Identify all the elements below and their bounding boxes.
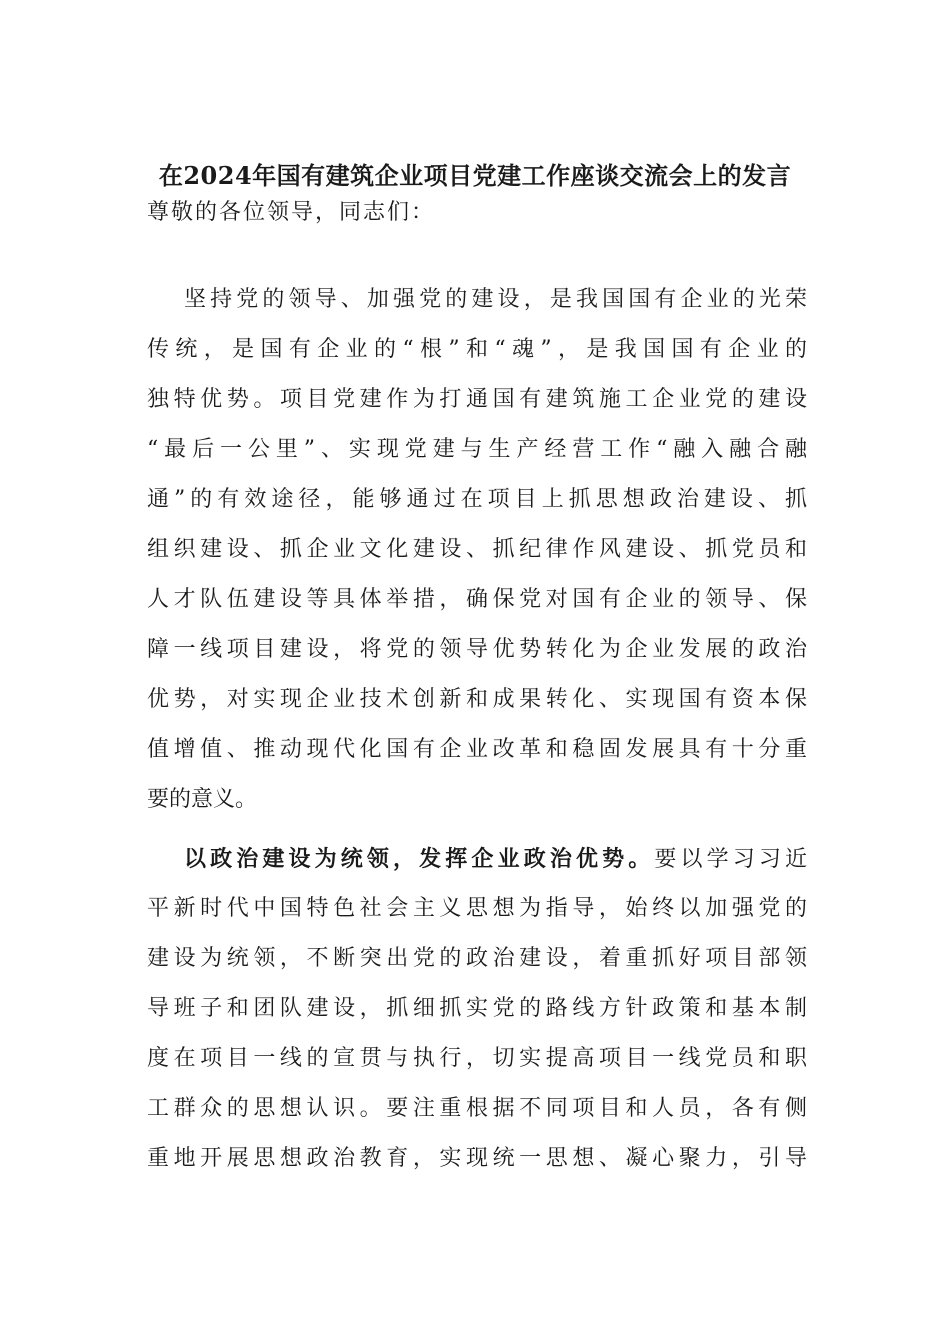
paragraph-line: 通”的有效途径，能够通过在项目上抓思想政治建设、抓 (147, 487, 807, 512)
paragraph-text: 要以学习习近 (654, 847, 807, 872)
paragraph-line: 坚持党的领导、加强党的建设，是我国国有企业的光荣 (184, 287, 807, 312)
paragraph-line: 独特优势。项目党建作为打通国有建筑施工企业党的建设 (147, 387, 807, 412)
paragraph-line: 工群众的思想认识。要注重根据不同项目和人员，各有侧 (147, 1096, 807, 1121)
section-heading: 以政治建设为统领，发挥企业政治优势。 (184, 846, 655, 872)
paragraph-line: 要的意义。 (147, 787, 258, 812)
paragraph-line: 障一线项目建设，将党的领导优势转化为企业发展的政治 (147, 637, 807, 662)
paragraph-line: 人才队伍建设等具体举措，确保党对国有企业的领导、保 (147, 587, 807, 612)
paragraph-line: 建设为统领，不断突出党的政治建设，着重抓好项目部领 (147, 946, 807, 971)
paragraph-2 (147, 834, 807, 1184)
paragraph-line: “最后一公里”、实现党建与生产经营工作“融入融合融 (147, 437, 807, 462)
paragraph-line: 度在项目一线的宣贯与执行，切实提高项目一线党员和职 (147, 1046, 807, 1071)
paragraph-line: 组织建设、抓企业文化建设、抓纪律作风建设、抓党员和 (147, 537, 807, 562)
paragraph-line: 重地开展思想政治教育，实现统一思想、凝心聚力，引导 (147, 1146, 807, 1171)
paragraph-line: 传统，是国有企业的“根”和“魂”，是我国国有企业的 (147, 337, 807, 362)
paragraph-line: 值增值、推动现代化国有企业改革和稳固发展具有十分重 (147, 737, 807, 762)
paragraph-line: 优势，对实现企业技术创新和成果转化、实现国有资本保 (147, 687, 807, 712)
document-title: 在2024年国有建筑企业项目党建工作座谈交流会上的发言 (158, 161, 792, 190)
paragraph-line: 导班子和团队建设，抓细抓实党的路线方针政策和基本制 (147, 996, 807, 1021)
paragraph-line: 平新时代中国特色社会主义思想为指导，始终以加强党的 (147, 896, 807, 921)
salutation: 尊敬的各位领导，同志们： (147, 200, 436, 225)
paragraph-1 (147, 275, 807, 825)
paragraph-first-line (147, 834, 807, 884)
